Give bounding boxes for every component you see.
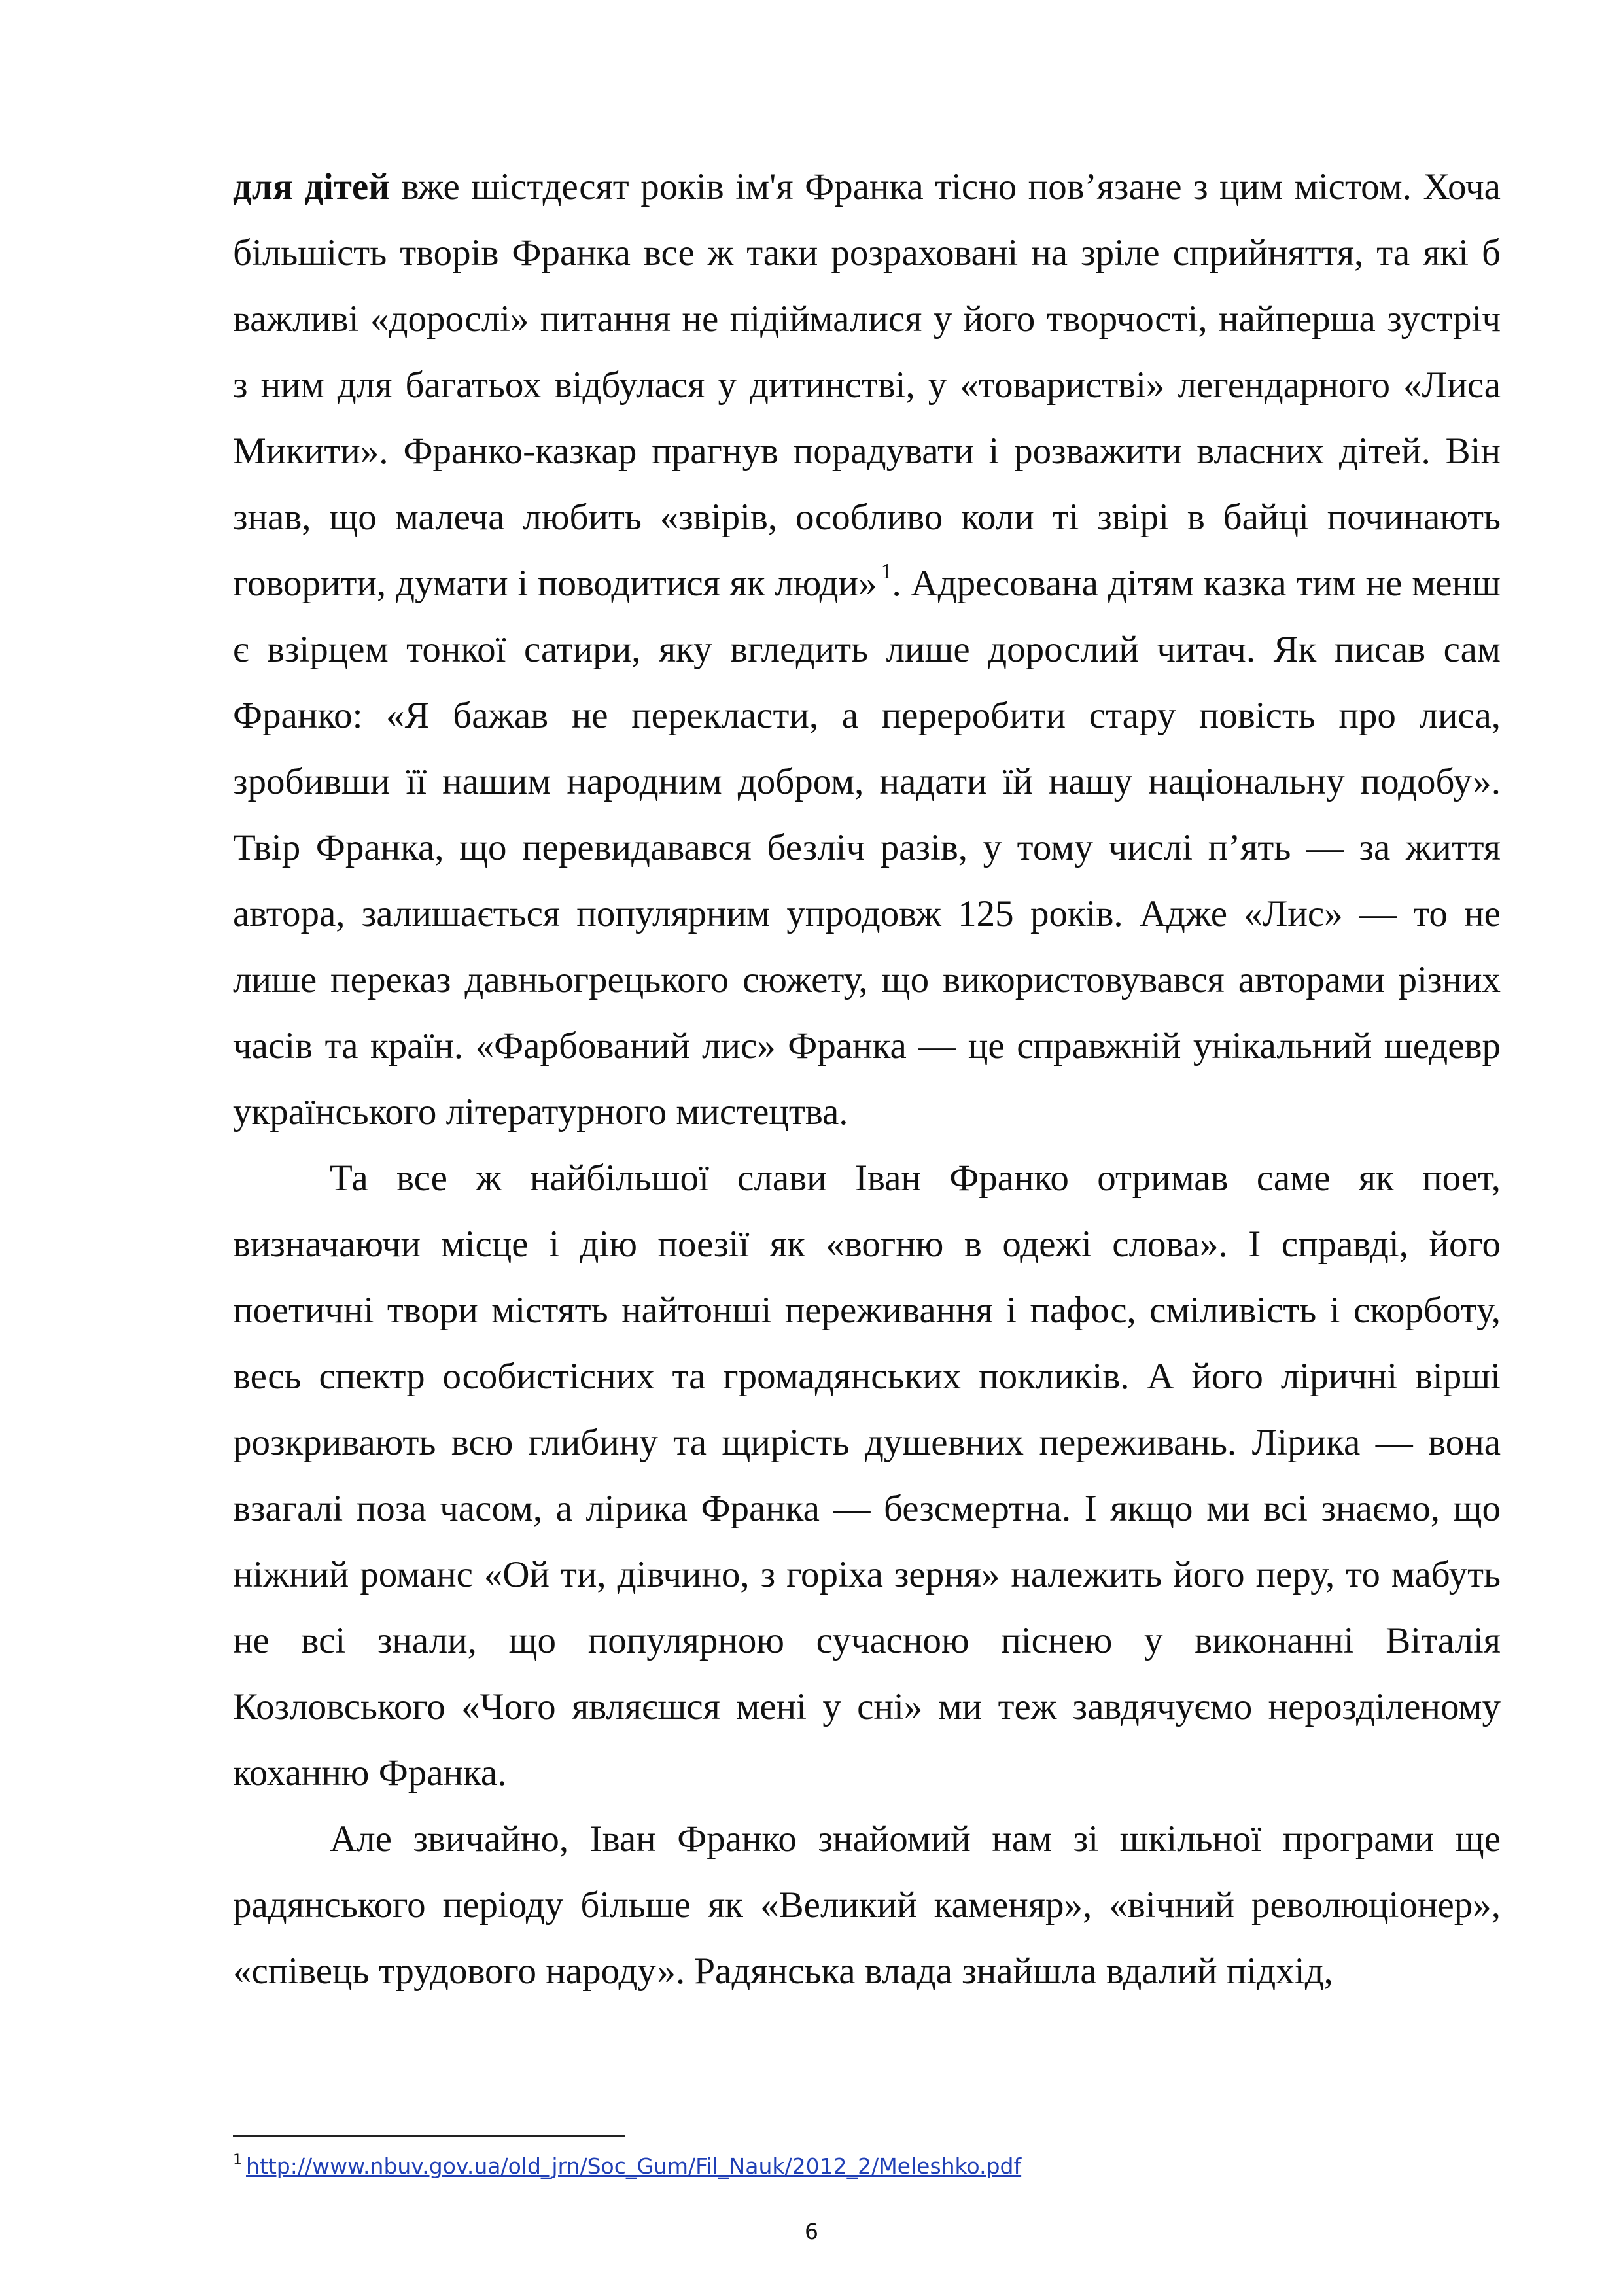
paragraph-2: Та все ж найбільшої слави Іван Франко отримав саме як поет, визначаючи місце і дію поезії як «вогню в одежі слова». І справді, його поетичні твори містять найтонші переживання і пафос, сміливість і скорботу, весь спектр особистісних та громадянських покликів. А його ліричні вірші розкривають всю глибину та щирість душевних переживань. Лірика — вона взагалі поза часом, а лірика Франка — безсмертна. І якщо ми всі знаємо, що ніжний романс «Ой ти, дівчино, з горіха зерня» належить його перу, то мабуть не всі знали, що популярною сучасною піснею у виконанні Віталія Козловського «Чого являєшся мені у сні» ми теж завдячуємо нерозділеному коханню Франка. (233, 1157, 1501, 1793)
footnote-reference[interactable]: 1 (881, 559, 892, 584)
footnote-separator (233, 2135, 625, 2137)
paragraph-1 (233, 154, 1501, 1145)
paragraph-1-bold-lead: для дітей (233, 166, 391, 207)
paragraph-1-text-after-ref: . Адресована дітям казка тим не менш є взірцем тонкої сатири, яку вгледить лише дорослий читач. Як писав сам Франко: «Я бажав не перекласти, а переробити стару повість про лиса, зробивши її нашим народним добром, надати їй нашу національну подобу». Твір Франка, що перевидавався безліч разів, у тому числі п’ять — за життя автора, залишається популярним упродовж 125 років. Адже «Лис» — то не лише переказ давньогрецького сюжету, що використовувався авторами різних часів та країн. «Фарбований лис» Франка — це справжній унікальний шедевр українського літературного мистецтва. (233, 563, 1501, 1133)
paragraph-1-text-before-ref: вже шістдесят років ім'я Франка тісно пов’язане з цим містом. Хоча більшість творів Франка все ж таки розраховані на зріле сприйняття, та які б важливі «дорослі» питання не підіймалися у його творчості, найперша зустріч з ним для багатьох відбулася у дитинстві, у «товаристві» легендарного «Лиса Микити». Франко-казкар прагнув порадувати і розважити власних дітей. Він знав, що малеча любить «звірів, особливо коли ті звірі в байці починають говорити, думати і поводитися як люди» (233, 166, 1501, 604)
footnote-number: 1 (233, 2152, 242, 2168)
page-number: 6 (805, 2219, 818, 2244)
footnote (233, 2148, 1476, 2185)
paragraph-3: Але звичайно, Іван Франко знайомий нам зі шкільної програми ще радянського періоду більше як «Великий каменяр», «вічний революціонер», «співець трудового народу». Радянська влада знайшла вдалий підхід, (233, 1818, 1501, 1992)
footnote-link[interactable]: http://www.nbuv.gov.ua/old_jrn/Soc_Gum/Fil_Nauk/2012_2/Meleshko.pdf (246, 2153, 1022, 2179)
body-text (233, 154, 1501, 2004)
